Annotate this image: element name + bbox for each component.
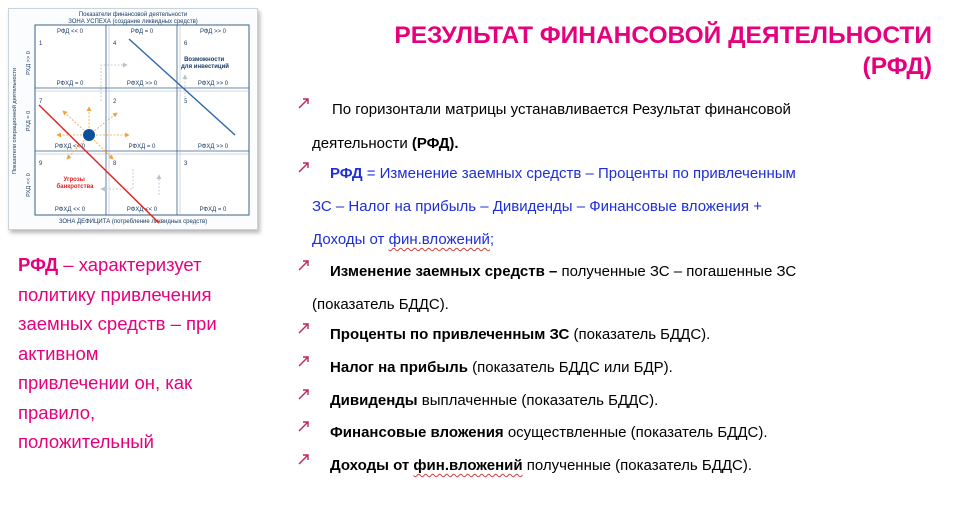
bullet-5-bold: Налог на прибыль: [330, 359, 468, 376]
matrix-cell-number: 6: [184, 41, 188, 47]
note-line: РФД – характеризует: [18, 254, 202, 275]
note-line: активном: [18, 342, 99, 364]
matrix-col-header-3: РФД >> 0: [199, 29, 227, 35]
bullet-4-rest: (показатель БДДС).: [569, 326, 711, 343]
matrix-cell-footer: РФХД >> 0: [197, 144, 229, 150]
bullet-8-rest: полученные (показатель БДДС).: [522, 457, 753, 474]
matrix-cell-footer: РФХД = 0: [128, 144, 156, 150]
bullet-5-rest: (показатель БДДС или БДР).: [467, 359, 673, 376]
bullet-arrow-icon: [296, 353, 312, 369]
bullet-6-rest: выплаченные (показатель БДДС).: [417, 392, 659, 409]
note-line: заемных средств – при: [18, 313, 217, 334]
bullet-arrow-icon: [296, 257, 312, 273]
bullet-arrow-icon: [296, 159, 312, 175]
slide-title-line-2: (РФД): [862, 53, 932, 80]
matrix-cell-number: 2: [113, 99, 117, 105]
matrix-row-header-3: РХД << 0: [26, 173, 32, 197]
note-line: политику привлечения: [18, 283, 212, 305]
matrix-svg: [9, 9, 259, 231]
matrix-annotation-invest-line-1: Возможности: [184, 57, 225, 63]
matrix-cell-number: 3: [184, 161, 188, 167]
bullet-7-line: [330, 416, 768, 450]
financial-matrix-figure: [8, 8, 258, 230]
bullet-2-line-2: ЗС – Налог на прибыль – Дивиденды – Финансовые вложения +: [312, 198, 762, 215]
bullet-arrow-icon: [296, 386, 312, 402]
note-line: правило,: [18, 401, 96, 423]
matrix-cell-footer: РФХД >> 0: [197, 81, 229, 87]
bullet-arrow-icon: [296, 320, 312, 336]
note-line: привлечении он, как: [18, 372, 193, 393]
matrix-col-header-2: РФД = 0: [130, 29, 154, 35]
matrix-cell-number: 5: [184, 99, 188, 105]
matrix-row-header-1: РХД >> 0: [26, 51, 32, 75]
bullet-8-line: [330, 449, 752, 483]
matrix-annotation-bankrupt-line-2: банкротства: [56, 184, 94, 190]
bullet-3-line-1: [330, 255, 796, 289]
slide-title: [300, 20, 932, 82]
bullet-2-wavy: фин.вложений: [388, 231, 490, 248]
rfd-definition-note: [18, 250, 278, 457]
bullet-arrow-icon: [296, 418, 312, 434]
note-line: положительный: [18, 431, 154, 452]
bullet-2-rest: = Изменение заемных средств – Проценты по привлеченным: [362, 165, 796, 182]
matrix-cell-number: 7: [39, 99, 43, 105]
matrix-annotation-invest-line-2: для инвестиций: [181, 64, 229, 70]
bullet-1-bold: (РФД).: [411, 134, 459, 152]
bullet-2-suffix: ;: [489, 231, 495, 248]
bullet-7-rest: осуществленные (показатель БДДС).: [503, 424, 768, 441]
matrix-annotation-bankrupt-line-1: Угрозы: [63, 177, 85, 183]
bullet-8-bold-wavy: фин.вложений: [413, 457, 523, 474]
bullet-6-bold: Дивиденды: [330, 392, 418, 409]
matrix-bottom-zone-label: ЗОНА ДЕФИЦИТА (потребление ликвидных средств): [58, 219, 208, 225]
bullet-2-bold: РФД: [330, 165, 363, 182]
matrix-cell-footer: РФХД = 0: [199, 207, 227, 213]
bullet-4-line: [330, 318, 710, 352]
matrix-cell-footer: РФХД >> 0: [126, 81, 158, 87]
matrix-cell-number: 4: [113, 41, 117, 47]
matrix-cell-footer: РФХД << 0: [54, 144, 86, 150]
bullet-arrow-icon: [296, 95, 312, 111]
bullet-2-prefix: Доходы от: [312, 231, 389, 248]
bullet-8-bold-prefix: Доходы от: [330, 457, 414, 474]
matrix-row-header-2: РХД = 0: [26, 110, 32, 132]
bullet-3-line-2: (показатель БДДС).: [312, 296, 449, 313]
matrix-cell-footer: РФХД << 0: [126, 207, 158, 213]
bullet-1-line-1: По горизонтали матрицы устанавливается Результат финансовой: [332, 101, 791, 118]
bullet-5-line: [330, 351, 673, 385]
bullet-3-bold: Изменение заемных средств –: [330, 263, 558, 280]
matrix-top-axis-label: Показатели финансовой деятельности: [78, 12, 188, 18]
matrix-position-dot: [83, 129, 95, 141]
matrix-side-axis-label: Показатели операционной деятельности: [12, 67, 18, 175]
bullet-3-rest: полученные ЗС – погашенные ЗС: [557, 263, 797, 280]
matrix-cell-number: 8: [113, 161, 117, 167]
bullet-arrow-icon: [296, 451, 312, 467]
matrix-cell-footer: РФХД << 0: [54, 207, 86, 213]
slide-title-line-1: РЕЗУЛЬТАТ ФИНАНСОВОЙ ДЕЯТЕЛЬНОСТИ: [394, 22, 932, 49]
bullet-2-line-1: [330, 157, 796, 191]
matrix-cell-footer: РФХД = 0: [56, 81, 84, 87]
bullet-6-line: [330, 384, 658, 418]
bullet-1-prefix: деятельности: [312, 134, 412, 152]
bullet-7-bold: Финансовые вложения: [330, 424, 504, 441]
bullet-4-bold: Проценты по привлеченным ЗС: [330, 326, 570, 343]
matrix-cell-number: 1: [39, 41, 43, 47]
matrix-top-zone-label: ЗОНА УСПЕХА (создание ликвидных средств): [68, 19, 198, 25]
bullet-2-line-3: [312, 223, 494, 257]
bullet-1-line-2: [312, 127, 459, 161]
matrix-annotation-invest: [181, 57, 229, 70]
note-term: РФД: [18, 254, 59, 275]
matrix-cell-number: 9: [39, 161, 43, 167]
matrix-col-header-1: РФД << 0: [56, 29, 84, 35]
